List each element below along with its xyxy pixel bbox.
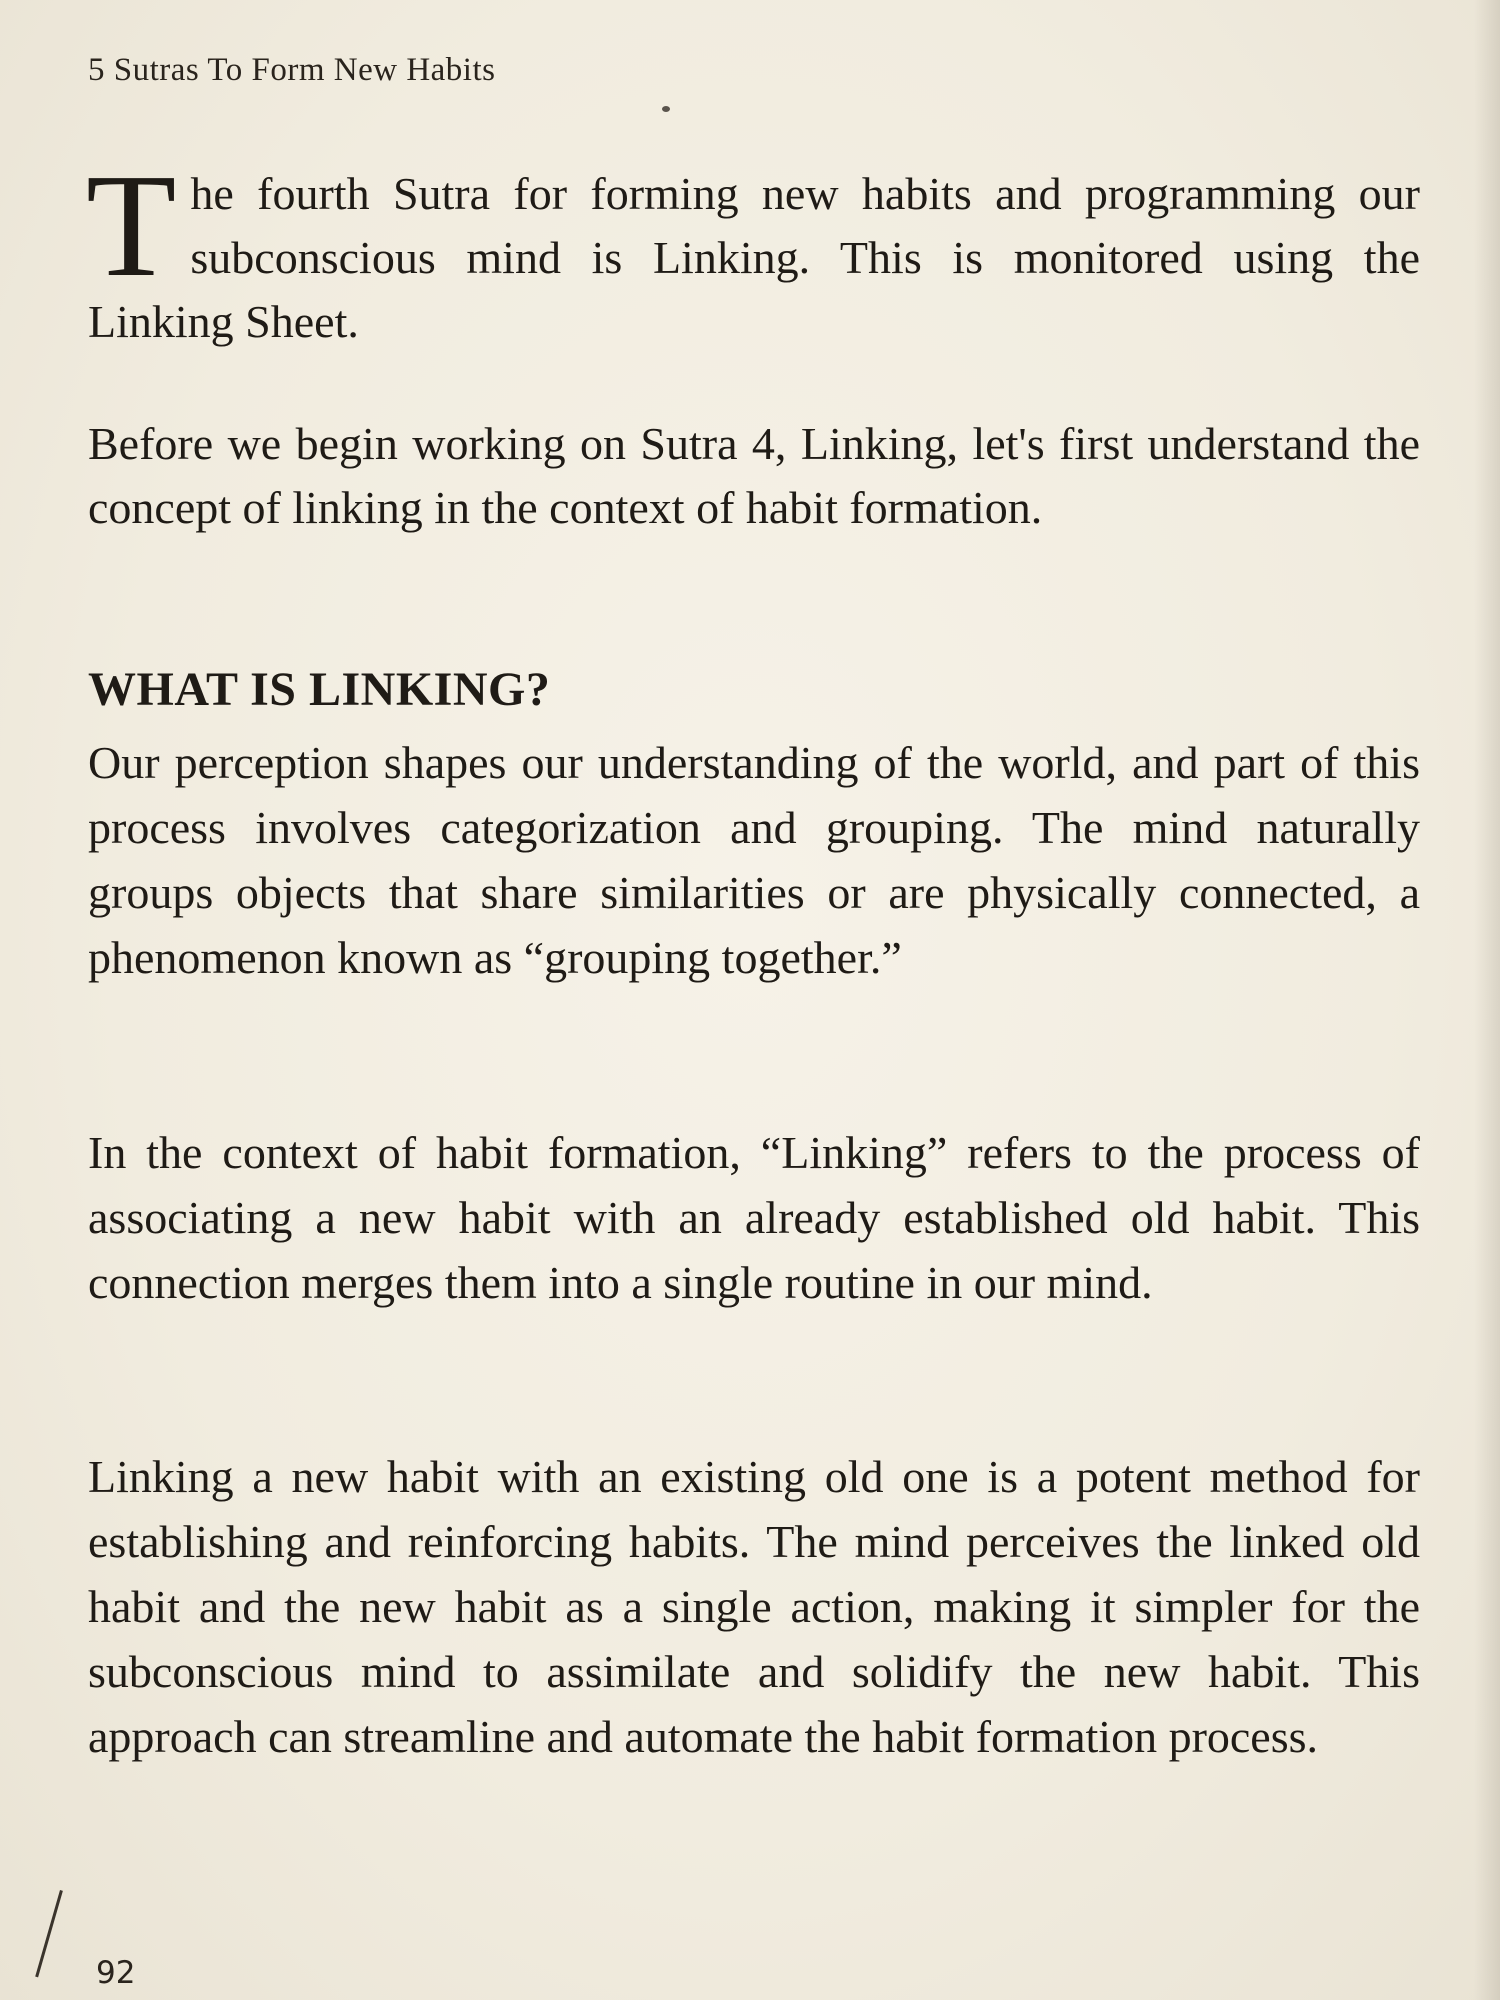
paragraph-5-text: Linking a new habit with an existing old one is a potent method for establishing and reinforcing habits. The mind perceives the linked old habit and the new habit as a single action, making it simpler for the subconscious mind to assimilate and solidify the new habit. This approach can streamline and automate the habit formation process. (88, 1451, 1420, 1762)
drop-cap: T (86, 144, 177, 308)
running-head: 5 Sutras To Form New Habits (88, 52, 496, 88)
paragraph-2-text: Before we begin working on Sutra 4, Linking, let's first understand the concept of linking in the context of habit formation. (88, 418, 1420, 533)
section-heading: WHAT IS LINKING? (88, 663, 551, 716)
ink-speck (662, 106, 670, 112)
intro-paragraph (86, 144, 1420, 354)
paragraph-4 (88, 1120, 1420, 1315)
page-edge-shadow (1474, 0, 1500, 2000)
intro-text (86, 144, 1420, 354)
paragraph-3-text: Our perception shapes our understanding of the world, and part of this process involves categorization and grouping. The mind naturally groups objects that share similarities or are physically connected, a phenomenon known as “grouping together.” (88, 737, 1420, 983)
paragraph-5 (88, 1444, 1420, 1769)
paragraph-4-text: In the context of habit formation, “Linking” refers to the process of associating a new habit with an already established old habit. This connection merges them into a single routine in our mind. (88, 1127, 1420, 1308)
paragraph-3 (88, 730, 1420, 990)
paragraph-2 (88, 412, 1420, 540)
intro-body: he fourth Sutra for forming new habits and programming our subconscious mind is Linking. This is monitored using the Linking Sheet. (88, 168, 1420, 347)
page-number: 92 (96, 1955, 136, 1991)
